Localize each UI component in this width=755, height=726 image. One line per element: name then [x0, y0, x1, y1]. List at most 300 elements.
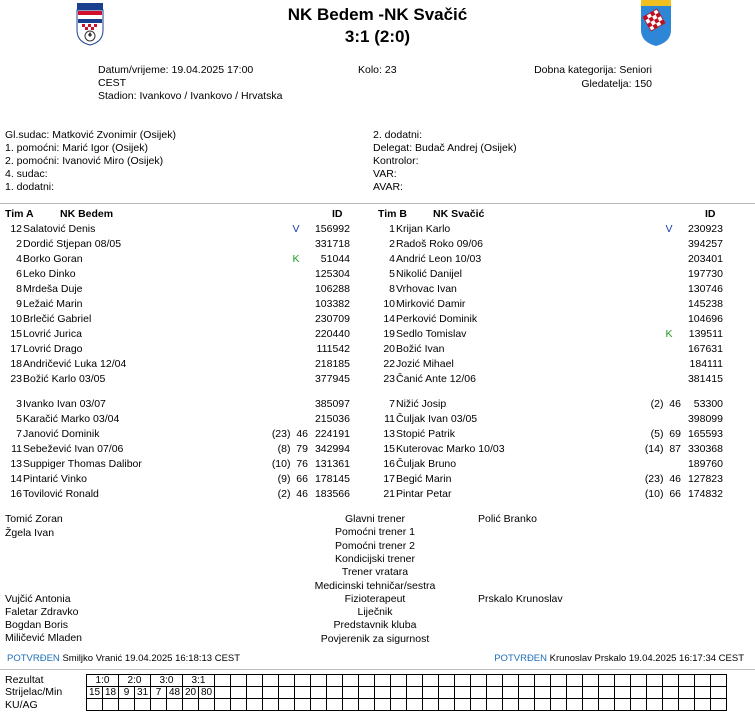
staff-role-label: Medicinski tehničar/sestra	[314, 579, 436, 592]
match-round: Kolo: 23	[358, 64, 397, 76]
player-id: 230923	[687, 223, 723, 235]
results-cell	[263, 687, 279, 699]
official-line: 2. dodatni:	[373, 129, 423, 141]
player-name: Čuljak Ivan 03/05	[396, 413, 478, 425]
results-cell	[695, 687, 711, 699]
team-b-head-coach: Polić Branko	[478, 513, 537, 525]
player-id: 398099	[687, 413, 723, 425]
player-name: Stopić Patrik	[396, 428, 455, 440]
player-id: 174832	[687, 488, 723, 500]
match-stadium: Stadion: Ivankovo / Ivankovo / Hrvatska	[98, 90, 283, 102]
substitute-row	[373, 427, 743, 442]
team-a-head-coach: Tomić Zoran	[5, 513, 63, 525]
results-cell	[679, 687, 695, 699]
results-cell	[343, 687, 359, 699]
staff-role-label: Pomoćni trener 1	[335, 526, 415, 539]
player-number: 7	[16, 428, 22, 440]
player-name: Jozić Mihael	[396, 358, 454, 370]
substitution-info: (9) 66	[277, 473, 308, 485]
results-grid	[86, 674, 727, 711]
results-cell	[551, 687, 567, 699]
player-id: 203401	[687, 253, 723, 265]
starter-row	[373, 237, 743, 252]
results-cell	[711, 675, 727, 687]
player-id: 218185	[314, 358, 350, 370]
results-cell	[615, 687, 631, 699]
substitute-row	[373, 487, 743, 502]
substitution-info: (14) 87	[644, 443, 681, 455]
staff-role-label: Trener vratara	[341, 566, 409, 579]
starter-row	[373, 222, 743, 237]
separator	[0, 203, 755, 204]
results-cell	[311, 687, 327, 699]
player-name: Radoš Roko 09/06	[396, 238, 483, 250]
team-b-label: Tim B	[378, 208, 407, 220]
results-cell	[535, 687, 551, 699]
substitute-row	[373, 412, 743, 427]
player-name: Andrić Leon 10/03	[396, 253, 482, 265]
row-label-scorer: Strijelac/Min	[5, 686, 63, 698]
team-b-physio: Prskalo Krunoslav	[478, 593, 563, 605]
player-id: 220440	[314, 328, 350, 340]
starter-row	[0, 357, 370, 372]
player-id: 104696	[687, 313, 723, 325]
results-cell	[567, 675, 583, 687]
substitution-info: (8) 79	[277, 443, 308, 455]
player-name: Leko Dinko	[23, 268, 76, 280]
substitute-row	[0, 472, 370, 487]
results-cell	[343, 699, 359, 711]
substitute-row	[0, 457, 370, 472]
player-id: 178145	[314, 473, 350, 485]
player-id: 131361	[314, 458, 350, 470]
results-cell	[567, 699, 583, 711]
results-cell	[247, 699, 263, 711]
results-cell	[455, 687, 471, 699]
results-cell	[391, 675, 407, 687]
team-a-security: Miličević Mladen	[5, 632, 83, 644]
results-cell	[583, 675, 599, 687]
results-cell	[679, 675, 695, 687]
player-role-mark: K	[292, 253, 300, 265]
team-b-confirmation	[494, 653, 744, 664]
results-cell	[263, 699, 279, 711]
results-cell	[375, 687, 391, 699]
results-cell	[231, 675, 247, 687]
results-cell	[375, 699, 391, 711]
separator	[0, 669, 755, 670]
starter-row	[0, 297, 370, 312]
player-name: Mirković Damir	[396, 298, 466, 310]
results-cell	[519, 699, 535, 711]
player-name: Božić Karlo 03/05	[23, 373, 106, 385]
results-cell	[135, 699, 151, 711]
player-id: 381415	[687, 373, 723, 385]
player-name: Nikolić Danijel	[396, 268, 462, 280]
results-cell: 18	[103, 687, 119, 699]
results-cell	[151, 699, 167, 711]
results-cell	[263, 675, 279, 687]
player-number: 16	[10, 488, 22, 500]
player-number: 1	[389, 223, 395, 235]
player-number: 3	[16, 398, 22, 410]
substitute-row	[373, 397, 743, 412]
team-a-name: NK Bedem	[60, 208, 114, 220]
player-name: Karačić Marko 03/04	[23, 413, 120, 425]
results-cell	[359, 699, 375, 711]
official-line: 1. pomoćni: Marić Igor (Osijek)	[5, 142, 148, 154]
player-name: Pintarić Vinko	[23, 473, 88, 485]
results-cell	[407, 675, 423, 687]
player-number: 10	[10, 313, 22, 325]
staff-role-label: Povjerenik za sigurnost	[320, 632, 430, 645]
results-cell	[487, 675, 503, 687]
starter-row	[373, 297, 743, 312]
results-cell	[647, 675, 663, 687]
results-cell	[503, 687, 519, 699]
results-cell	[407, 687, 423, 699]
player-role-mark: K	[665, 328, 673, 340]
player-id: 377945	[314, 373, 350, 385]
results-cell: 20	[183, 687, 199, 699]
substitute-row	[0, 487, 370, 502]
results-cell	[103, 699, 119, 711]
starter-row	[373, 357, 743, 372]
player-id: 139511	[688, 328, 723, 340]
results-cell	[439, 699, 455, 711]
starter-row	[0, 372, 370, 387]
results-cell	[455, 675, 471, 687]
player-id: 385097	[314, 398, 350, 410]
row-label-cards: KU/AG	[5, 699, 38, 711]
player-name: Salatović Denis	[23, 223, 96, 235]
starter-row	[0, 222, 370, 237]
player-number: 2	[389, 238, 395, 250]
results-cell	[487, 699, 503, 711]
player-number: 10	[383, 298, 395, 310]
results-cell	[663, 675, 679, 687]
official-line: Gl.sudac: Matković Zvonimir (Osijek)	[5, 129, 176, 141]
confirmed-by: Smiljko Vranić 19.04.2025 16:18:13 CEST	[62, 653, 241, 664]
results-cell	[327, 687, 343, 699]
results-cell	[327, 675, 343, 687]
player-id: 125304	[314, 268, 350, 280]
results-cell	[503, 699, 519, 711]
results-cell: 1:0	[87, 675, 119, 687]
results-cell	[695, 699, 711, 711]
team-a-doctor: Faletar Zdravko	[5, 606, 79, 618]
player-name: Krijan Karlo	[396, 223, 451, 235]
player-name: Kuterovac Marko 10/03	[396, 443, 505, 455]
player-name: Vrhovac Ivan	[396, 283, 457, 295]
results-cell	[311, 675, 327, 687]
results-cell: 31	[135, 687, 151, 699]
results-cell	[551, 699, 567, 711]
match-datetime: Datum/vrijeme: 19.04.2025 17:00	[98, 64, 254, 76]
player-number: 8	[389, 283, 395, 295]
player-name: Tovilović Ronald	[23, 488, 99, 500]
substitute-row	[0, 412, 370, 427]
match-score: 3:1 (2:0)	[344, 27, 411, 46]
results-cell	[615, 699, 631, 711]
results-cell	[423, 675, 439, 687]
team-b-name: NK Svačić	[433, 208, 485, 220]
results-cell	[695, 675, 711, 687]
player-id: 145238	[687, 298, 723, 310]
player-number: 16	[383, 458, 395, 470]
team-b-id-header: ID	[705, 208, 716, 220]
official-line: VAR:	[373, 168, 397, 180]
player-number: 14	[10, 473, 22, 485]
player-name: Perković Dominik	[396, 313, 478, 325]
player-number: 13	[383, 428, 395, 440]
results-cell	[679, 699, 695, 711]
player-name: Andričević Luka 12/04	[23, 358, 127, 370]
results-cell	[535, 699, 551, 711]
player-name: Brlečić Gabriel	[23, 313, 92, 325]
player-number: 11	[11, 443, 22, 455]
starter-row	[0, 312, 370, 327]
results-cell	[359, 687, 375, 699]
results-cell	[359, 675, 375, 687]
results-cell	[535, 675, 551, 687]
staff-role-label: Fizioterapeut	[344, 592, 406, 605]
player-number: 17	[10, 343, 22, 355]
results-cell: 15	[87, 687, 103, 699]
player-name: Sedlo Tomislav	[396, 328, 467, 340]
team-a-assistant-coach: Žgela Ivan	[5, 527, 55, 539]
substitution-info: (2) 46	[650, 398, 681, 410]
substitution-info: (2) 46	[277, 488, 308, 500]
player-number: 15	[10, 328, 22, 340]
player-id: 183566	[314, 488, 350, 500]
player-id: 342994	[314, 443, 350, 455]
results-cell	[215, 687, 231, 699]
results-cell	[215, 699, 231, 711]
team-a-id-header: ID	[332, 208, 343, 220]
player-number: 17	[383, 473, 395, 485]
player-id: 197730	[687, 268, 723, 280]
player-id: 215036	[314, 413, 350, 425]
substitute-row	[373, 442, 743, 457]
match-timezone: CEST	[98, 77, 127, 89]
player-number: 6	[16, 268, 22, 280]
results-cell	[647, 687, 663, 699]
results-cell	[599, 675, 615, 687]
player-name: Janović Dominik	[23, 428, 100, 440]
player-name: Pintar Petar	[396, 488, 452, 500]
results-cell	[279, 687, 295, 699]
team-a-club-rep: Bogdan Boris	[5, 619, 69, 631]
results-cell: 3:1	[183, 675, 215, 687]
results-cell	[583, 687, 599, 699]
results-cell	[231, 699, 247, 711]
substitute-row	[373, 472, 743, 487]
player-number: 8	[16, 283, 22, 295]
results-cell	[327, 699, 343, 711]
player-name: Sebežević Ivan 07/06	[23, 443, 124, 455]
player-id: 51044	[320, 253, 350, 265]
player-id: 103382	[314, 298, 350, 310]
player-number: 20	[383, 343, 395, 355]
results-cell	[423, 699, 439, 711]
results-cell	[295, 687, 311, 699]
staff-role-label: Kondicijski trener	[335, 552, 415, 565]
results-cell	[279, 675, 295, 687]
results-cell	[471, 687, 487, 699]
player-number: 7	[389, 398, 395, 410]
results-cell	[119, 699, 135, 711]
results-cell	[599, 699, 615, 711]
player-number: 21	[383, 488, 395, 500]
player-name: Mrdeša Duje	[23, 283, 83, 295]
results-row	[87, 699, 727, 711]
results-cell	[295, 699, 311, 711]
player-number: 4	[389, 253, 395, 265]
official-line: 4. sudac:	[5, 168, 48, 180]
results-cell	[311, 699, 327, 711]
substitute-row	[0, 427, 370, 442]
staff-role-label: Pomoćni trener 2	[335, 539, 415, 552]
official-line: Delegat: Budač Andrej (Osijek)	[373, 142, 517, 154]
results-cell	[583, 699, 599, 711]
substitution-info: (10) 66	[644, 488, 681, 500]
results-cell	[663, 687, 679, 699]
player-id: 127823	[687, 473, 723, 485]
row-label-result: Rezultat	[5, 674, 44, 686]
confirmed-label: POTVRĐEN	[7, 653, 60, 664]
substitution-info: (5) 69	[650, 428, 681, 440]
player-role-mark: V	[292, 223, 300, 235]
player-number: 12	[10, 223, 22, 235]
player-number: 23	[383, 373, 395, 385]
results-cell: 7	[151, 687, 167, 699]
results-cell	[471, 699, 487, 711]
results-cell: 48	[167, 687, 183, 699]
staff-role-label: Predstavnik kluba	[333, 619, 417, 632]
official-line: AVAR:	[373, 181, 403, 193]
results-cell	[215, 675, 231, 687]
player-number: 4	[16, 253, 22, 265]
starter-row	[373, 372, 743, 387]
team-a-physio: Vujčić Antonia	[5, 593, 71, 605]
official-line: 2. pomoćni: Ivanović Miro (Osijek)	[5, 155, 164, 167]
substitute-row	[373, 457, 743, 472]
age-category: Dobna kategorija: Seniori	[534, 64, 652, 76]
player-id: 111542	[316, 343, 350, 355]
staff-role-label: Liječnik	[357, 606, 393, 619]
player-number: 19	[383, 328, 395, 340]
results-cell: 3:0	[151, 675, 183, 687]
results-cell	[519, 675, 535, 687]
results-cell	[631, 699, 647, 711]
confirmed-by: Krunoslav Prskalo 19.04.2025 16:17:34 CEST	[549, 653, 744, 664]
player-id: 224191	[314, 428, 350, 440]
player-id: 130746	[687, 283, 723, 295]
starter-row	[0, 327, 370, 342]
results-cell	[231, 687, 247, 699]
player-name: Borko Goran	[23, 253, 83, 265]
results-cell	[183, 699, 199, 711]
player-id: 156992	[314, 223, 350, 235]
results-cell	[599, 687, 615, 699]
results-cell	[631, 675, 647, 687]
player-id: 394257	[687, 238, 723, 250]
player-name: Begić Marin	[396, 473, 452, 485]
player-id: 184111	[689, 358, 723, 370]
results-cell	[247, 675, 263, 687]
match-title: NK Bedem -NK Svačić	[287, 5, 468, 24]
player-id: 330368	[687, 443, 723, 455]
results-cell	[439, 687, 455, 699]
starter-row	[0, 237, 370, 252]
player-id: 167631	[687, 343, 723, 355]
player-name: Lovrić Drago	[23, 343, 83, 355]
starter-row	[373, 282, 743, 297]
results-cell	[487, 687, 503, 699]
results-cell	[391, 687, 407, 699]
player-name: Lovrić Jurica	[23, 328, 82, 340]
player-number: 18	[10, 358, 22, 370]
player-number: 22	[383, 358, 395, 370]
results-cell	[551, 675, 567, 687]
substitute-row	[0, 397, 370, 412]
results-cell	[615, 675, 631, 687]
player-name: Čanić Ante 12/06	[396, 373, 476, 385]
player-id: 53300	[693, 398, 723, 410]
official-line: 1. dodatni:	[5, 181, 55, 193]
results-cell	[343, 675, 359, 687]
results-cell: 2:0	[119, 675, 151, 687]
spectators: Gledatelja: 150	[581, 78, 652, 90]
player-role-mark: V	[665, 223, 673, 235]
starter-row	[373, 342, 743, 357]
results-cell	[455, 699, 471, 711]
starter-row	[0, 282, 370, 297]
results-cell	[199, 699, 215, 711]
results-cell	[439, 675, 455, 687]
player-number: 5	[16, 413, 22, 425]
results-row	[87, 687, 727, 699]
player-name: Ivanko Ivan 03/07	[23, 398, 106, 410]
results-cell	[423, 687, 439, 699]
confirmed-label: POTVRĐEN	[494, 653, 548, 664]
results-cell	[471, 675, 487, 687]
player-number: 15	[383, 443, 395, 455]
starter-row	[0, 342, 370, 357]
player-name: Božić Ivan	[396, 343, 445, 355]
results-cell	[295, 675, 311, 687]
player-number: 9	[16, 298, 22, 310]
results-cell	[375, 675, 391, 687]
substitution-info: (23) 46	[644, 473, 681, 485]
substitution-info: (23) 46	[271, 428, 308, 440]
results-row	[87, 675, 727, 687]
results-cell	[87, 699, 103, 711]
official-line: Kontrolor:	[373, 155, 419, 167]
results-cell	[391, 699, 407, 711]
staff-role-label: Glavni trener	[344, 513, 406, 525]
substitute-row	[0, 442, 370, 457]
results-cell	[247, 687, 263, 699]
results-cell	[647, 699, 663, 711]
results-cell: 80	[199, 687, 215, 699]
team-a-confirmation	[7, 653, 240, 664]
player-number: 13	[10, 458, 22, 470]
starter-row	[373, 267, 743, 282]
player-id: 106288	[314, 283, 350, 295]
player-name: Suppiger Thomas Dalibor	[23, 458, 142, 470]
